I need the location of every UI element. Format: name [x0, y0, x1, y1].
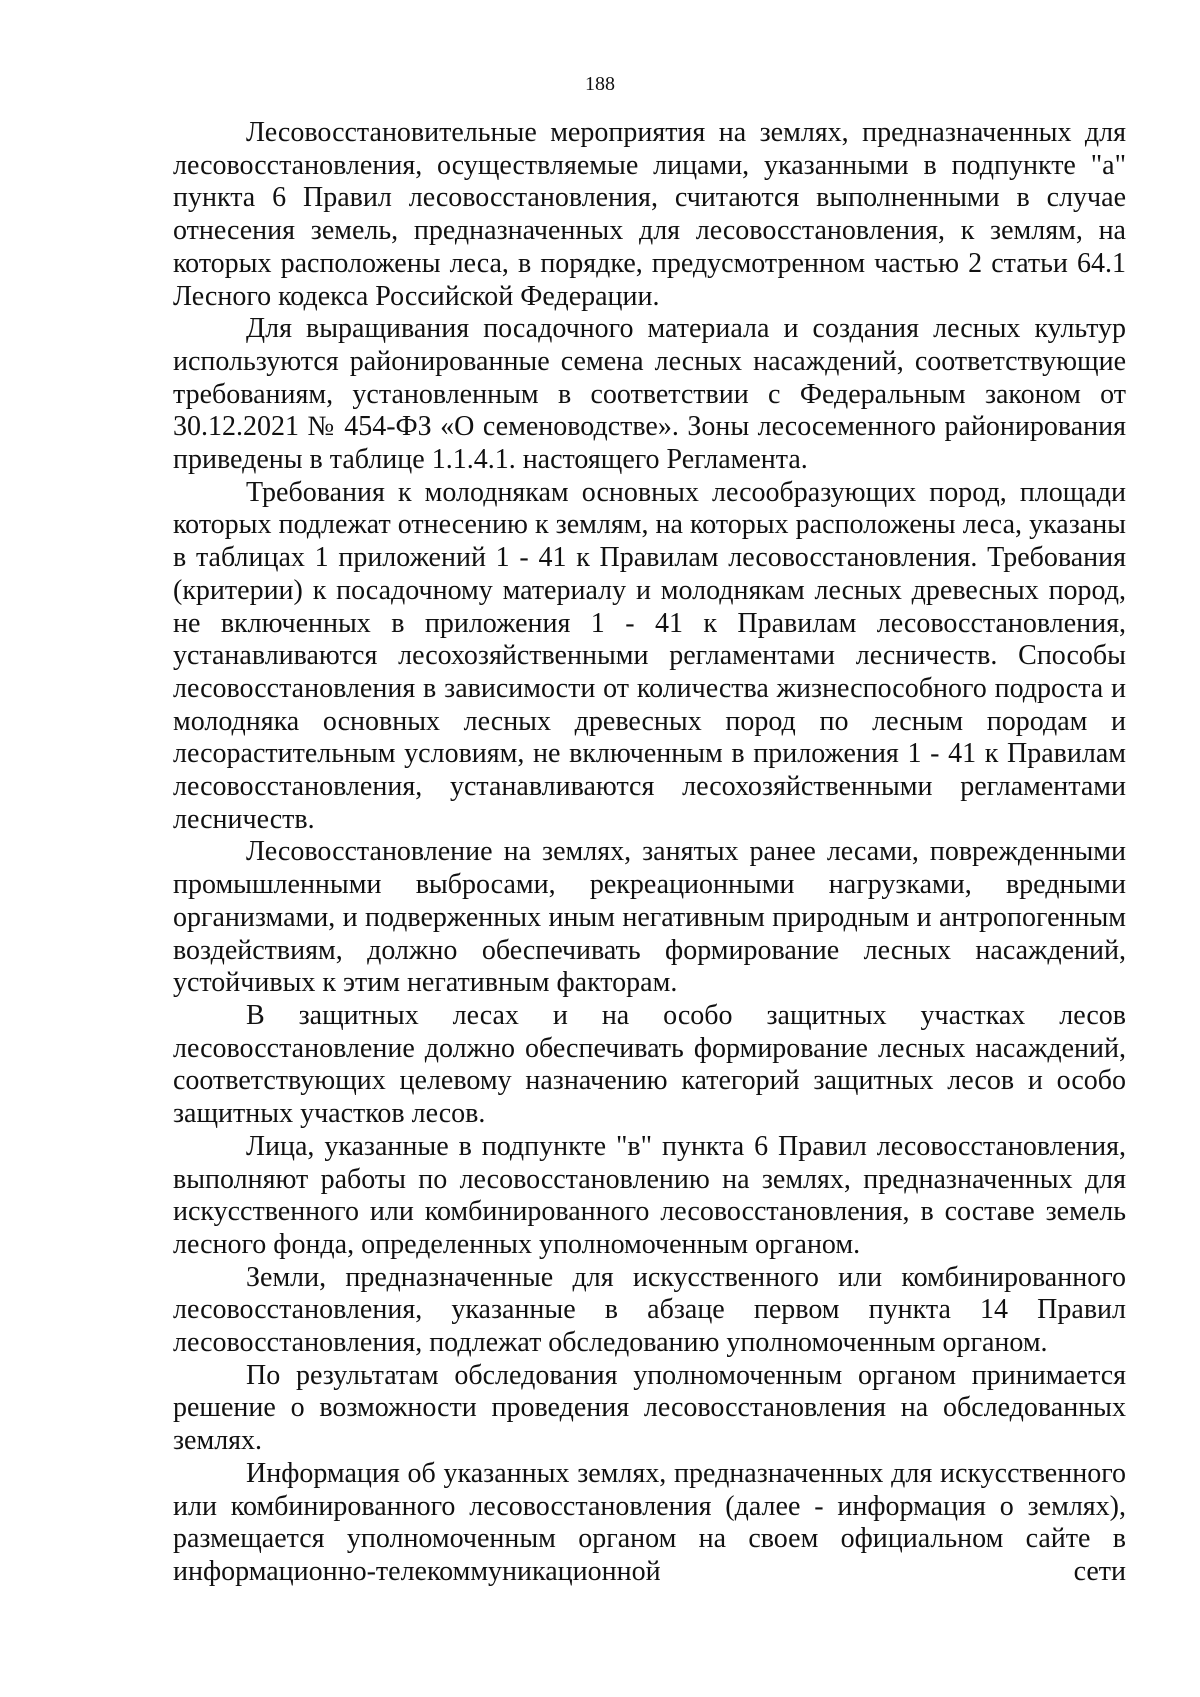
paragraph-planting-material: Для выращивания посадочного материала и создания лесных культур используются районированные семена лесных насаждений, соответствующие требованиям, установленным в соответствии с Федеральным законом от 30.12.2021 № 454-ФЗ «О семеноводстве». Зоны лесосеменного районирования приведены в таблице 1.1.4.1. настоящего Регламента.	[173, 313, 1126, 476]
paragraph-persons-subclause-v: Лица, указанные в подпункте "в" пункта 6 Правил лесовосстановления, выполняют работы по лесовосстановлению на землях, предназначенных для искусственного или комбинированного лесовосстановления, в составе земель лесного фонда, определенных уполномоченным органом.	[173, 1130, 1126, 1260]
paragraph-reforestation-measures: Лесовосстановительные мероприятия на землях, предназначенных для лесовосстановления, осуществляемые лицами, указанными в подпункте "а" пункта 6 Правил лесовосстановления, считаются выполненными в случае отнесения земель, предназначенных для лесовосстановления, к землям, на которых расположены леса, в порядке, предусмотренном частью 2 статьи 64.1 Лесного кодекса Российской Федерации.	[173, 117, 1126, 312]
paragraph-young-stands-requirements: Требования к молоднякам основных лесообразующих пород, площади которых подлежат отнесению к землям, на которых расположены леса, указаны в таблицах 1 приложений 1 - 41 к Правилам лесовосстановления. Требования (критерии) к посадочному материалу и молоднякам лесных древесных пород, не включенных в приложения 1 - 41 к Правилам лесовосстановления, устанавливаются лесохозяйственными регламентами лесничеств. Способы лесовосстановления в зависимости от количества жизнеспособного подроста и молодняка основных лесных древесных пород по лесным породам и лесорастительным условиям, не включенным в приложения 1 - 41 к Правилам лесовосстановления, устанавливаются лесохозяйственными регламентами лесничеств.	[173, 476, 1126, 835]
page-number: 188	[585, 73, 615, 95]
body-text	[173, 117, 1126, 1589]
paragraph-protective-forests: В защитных лесах и на особо защитных участках лесов лесовосстановление должно обеспечивать формирование лесных насаждений, соответствующих целевому назначению категорий защитных лесов и особо защитных участков лесов.	[173, 999, 1126, 1130]
paragraph-lands-information: Информация об указанных землях, предназначенных для искусственного или комбинированного лесовосстановления (далее - информация о землях), размещается уполномоченным органом на своем официальном сайте в информационно-телекоммуникационной сети	[173, 1457, 1126, 1587]
paragraph-survey-results: По результатам обследования уполномоченным органом принимается решение о возможности проведения лесовосстановления на обследованных землях.	[173, 1359, 1126, 1457]
paragraph-lands-survey: Земли, предназначенные для искусственного или комбинированного лесовосстановления, указанные в абзаце первом пункта 14 Правил лесовосстановления, подлежат обследованию уполномоченным органом.	[173, 1261, 1126, 1359]
paragraph-damaged-forests: Лесовосстановление на землях, занятых ранее лесами, поврежденными промышленными выбросами, рекреационными нагрузками, вредными организмами, и подверженных иным негативным природным и антропогенным воздействиям, должно обеспечивать формирование лесных насаждений, устойчивых к этим негативным факторам.	[173, 836, 1126, 999]
